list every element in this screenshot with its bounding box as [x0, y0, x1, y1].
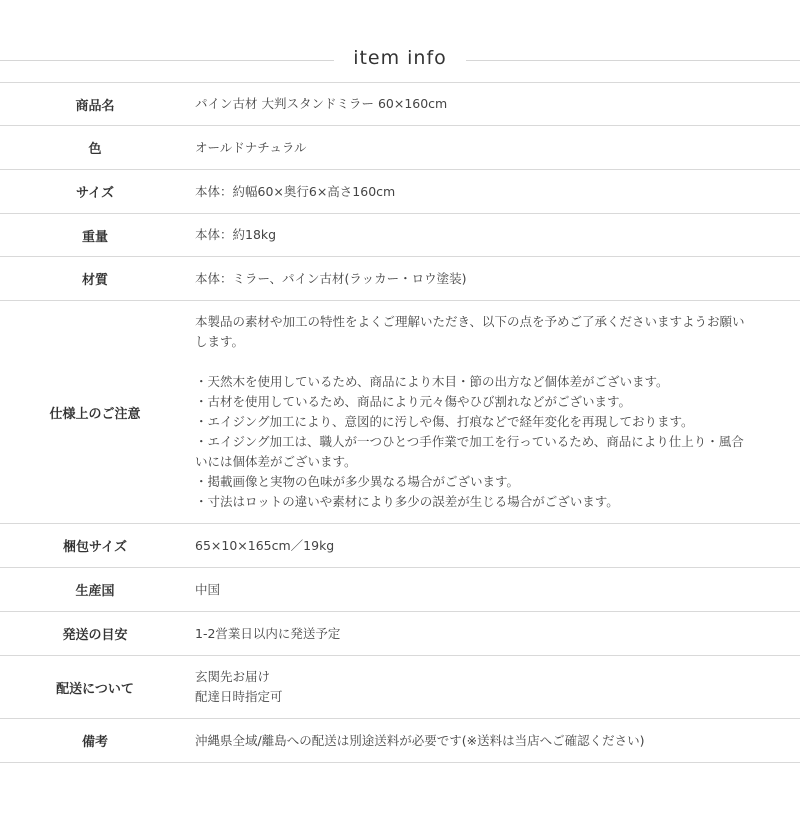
row-value: [190, 170, 800, 214]
table-row-shipping-estimate: [0, 612, 800, 656]
row-value: [190, 524, 800, 568]
value-line: 玄関先お届け: [195, 669, 271, 684]
value-line: 65×10×165cm／19kg: [195, 537, 335, 553]
row-label: 備考: [0, 719, 190, 763]
value-line: 沖縄県全域/離島への配送は別途送料が必要です(※送料は当店へご確認ください): [195, 732, 645, 748]
value-line: 本体：約幅60×奥行6×高さ160cm: [195, 183, 396, 199]
notice-intro-line: 本製品の素材や加工の特性をよくご理解いただき、以下の点を予めご了承くださいますようお願い: [195, 314, 745, 329]
notice-bullet: ・古材を使用しているため、商品により元々傷やひび割れなどがございます。: [195, 394, 632, 409]
notice-bullet: いには個体差がございます。: [195, 454, 357, 469]
row-label: 重量: [0, 214, 190, 257]
row-label: 生産国: [0, 568, 190, 612]
table-row-country: [0, 568, 800, 612]
spec-table: [0, 82, 800, 763]
row-label: 商品名: [0, 83, 190, 126]
value-line: パイン古材 大判スタンドミラー 60×160cm: [195, 96, 448, 111]
paragraph-gap: [195, 352, 782, 372]
row-label: 仕様上のご注意: [0, 301, 190, 524]
table-row-delivery: [0, 656, 800, 719]
table-row-remarks: [0, 719, 800, 763]
table-row-weight: [0, 214, 800, 257]
row-value: [190, 612, 800, 656]
row-label: 梱包サイズ: [0, 524, 190, 568]
notice-bullet: ・エイジング加工により、意図的に汚しや傷、打痕などで経年変化を再現しております。: [195, 414, 694, 429]
value-line: 1-2営業日以内に発送予定: [195, 625, 341, 641]
table-row-size: [0, 170, 800, 214]
row-value: [190, 719, 800, 763]
row-value: [190, 257, 800, 301]
value-line: 中国: [195, 581, 221, 597]
value-line: オールドナチュラル: [195, 139, 307, 155]
row-value: [190, 126, 800, 170]
notice-bullet: ・天然木を使用しているため、商品により木目・節の出方など個体差がございます。: [195, 374, 669, 389]
table-row-color: [0, 126, 800, 170]
row-label: 色: [0, 126, 190, 170]
row-value: [190, 83, 800, 126]
notice-bullet: ・掲載画像と実物の色味が多少異なる場合がございます。: [195, 474, 520, 489]
value-line: 本体：ミラー、パイン古材(ラッカー・ロウ塗装): [195, 270, 467, 286]
row-value: [190, 214, 800, 257]
title-divider-right: [466, 60, 800, 61]
section-title-text: item info: [353, 47, 447, 69]
value-line: 本体：約18kg: [195, 227, 277, 242]
section-title: [0, 45, 800, 75]
row-label: 材質: [0, 257, 190, 301]
row-value: [190, 301, 800, 524]
row-label: 発送の目安: [0, 612, 190, 656]
row-label: 配送について: [0, 656, 190, 719]
table-row-material: [0, 257, 800, 301]
notice-bullet: ・寸法はロットの違いや素材により多少の誤差が生じる場合がございます。: [195, 494, 619, 509]
row-value: [190, 568, 800, 612]
title-divider-left: [0, 60, 334, 61]
value-line: 配達日時指定可: [195, 689, 283, 704]
table-row-product-name: [0, 83, 800, 126]
notice-intro-line: します。: [195, 334, 245, 349]
table-row-notes-spec: [0, 301, 800, 524]
notice-bullet: ・エイジング加工は、職人が一つひとつ手作業で加工を行っているため、商品により仕上り・風合: [195, 434, 744, 449]
table-row-package-size: [0, 524, 800, 568]
row-value: [190, 656, 800, 719]
row-label: サイズ: [0, 170, 190, 214]
